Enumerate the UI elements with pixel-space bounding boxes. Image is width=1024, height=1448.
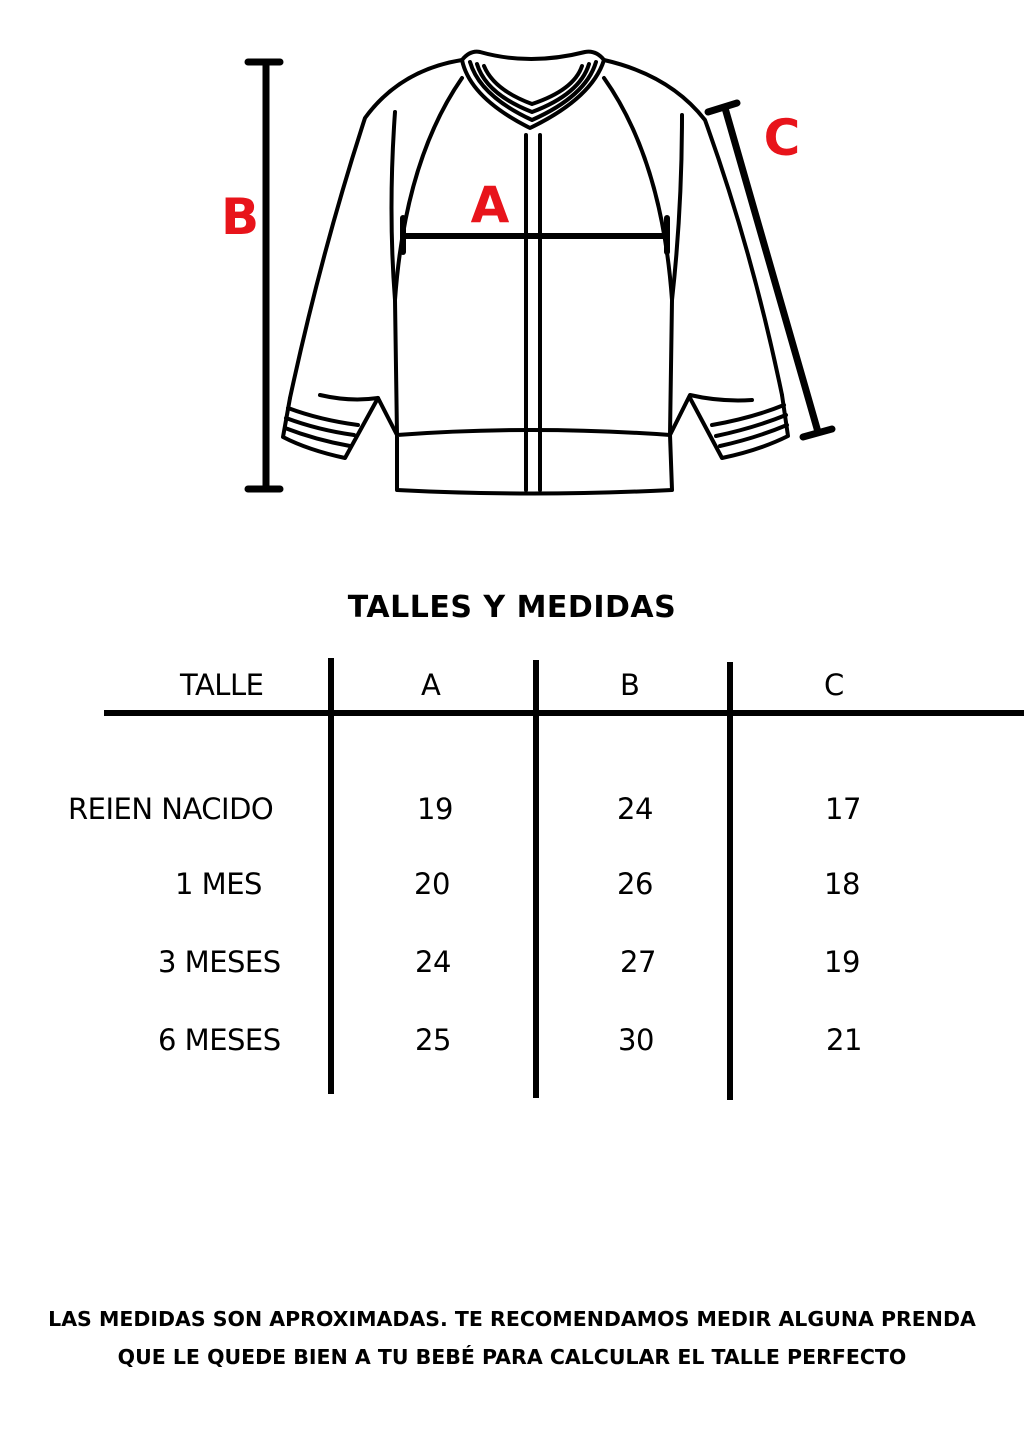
label-c: C <box>763 109 801 167</box>
row-2-a: 20 <box>414 867 450 901</box>
measure-a-line <box>403 218 667 252</box>
note-line-2: QUE LE QUEDE BIEN A TU BEBÉ PARA CALCULAR EL TALLE PERFECTO <box>117 1345 907 1369</box>
label-a: A <box>470 176 510 234</box>
row-1-c: 17 <box>825 792 861 826</box>
column-divider-3 <box>727 662 733 1100</box>
header-talle: TALLE <box>180 668 264 702</box>
row-4-b: 30 <box>618 1023 654 1057</box>
header-b: B <box>620 668 640 702</box>
row-1-talle: REIEN NACIDO <box>68 792 274 826</box>
row-2-b: 26 <box>617 867 653 901</box>
row-3-a: 24 <box>415 945 451 979</box>
table-title: TALLES Y MEDIDAS <box>347 590 677 625</box>
header-a: A <box>421 668 441 702</box>
row-2-c: 18 <box>824 867 860 901</box>
row-4-c: 21 <box>826 1023 862 1057</box>
column-divider-2 <box>533 660 539 1098</box>
jacket-outline <box>283 52 788 494</box>
disclaimer-note <box>0 1300 1024 1376</box>
row-1-b: 24 <box>617 792 653 826</box>
jacket-measurement-diagram <box>0 0 1024 520</box>
row-4-talle: 6 MESES <box>158 1023 281 1057</box>
row-1-a: 19 <box>417 792 453 826</box>
row-2-talle: 1 MES <box>175 867 262 901</box>
row-4-a: 25 <box>415 1023 451 1057</box>
row-3-talle: 3 MESES <box>158 945 281 979</box>
row-3-b: 27 <box>620 945 656 979</box>
header-c: C <box>824 668 844 702</box>
header-rule <box>104 710 1024 716</box>
note-line-1: LAS MEDIDAS SON APROXIMADAS. TE RECOMENDAMOS MEDIR ALGUNA PRENDA <box>48 1307 976 1331</box>
measure-b-line <box>248 62 280 489</box>
column-divider-1 <box>328 658 334 1094</box>
row-3-c: 19 <box>824 945 860 979</box>
label-b: B <box>220 188 260 246</box>
